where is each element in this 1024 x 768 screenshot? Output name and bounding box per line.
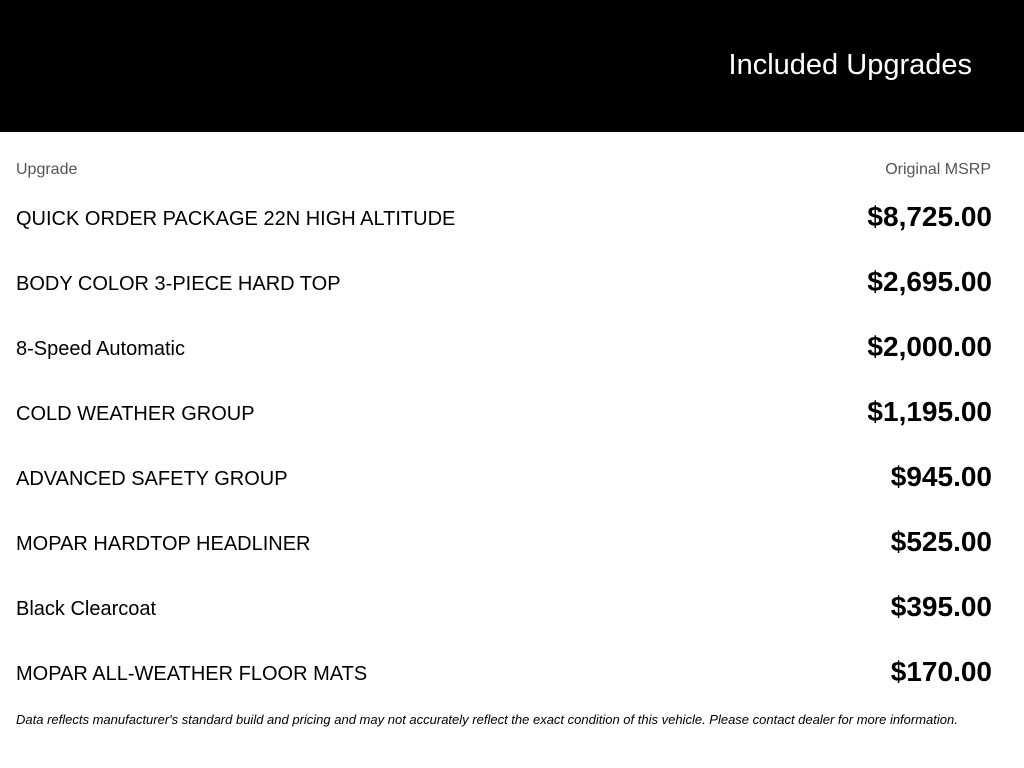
upgrade-row bbox=[0, 445, 1024, 510]
header-banner bbox=[0, 0, 1024, 132]
upgrade-price: $395.00 bbox=[890, 591, 992, 622]
upgrade-row bbox=[0, 315, 1024, 380]
upgrade-name: MOPAR HARDTOP HEADLINER bbox=[16, 533, 311, 555]
upgrade-name: Black Clearcoat bbox=[16, 598, 157, 620]
upgrade-name: 8-Speed Automatic bbox=[16, 338, 185, 360]
upgrade-price: $525.00 bbox=[890, 526, 992, 557]
upgrade-row bbox=[0, 250, 1024, 315]
upgrade-price: $2,000.00 bbox=[867, 331, 992, 362]
upgrade-price: $2,695.00 bbox=[867, 266, 992, 297]
upgrade-row bbox=[0, 380, 1024, 445]
page-title: Included Upgrades bbox=[728, 49, 972, 81]
upgrade-price: $170.00 bbox=[890, 656, 992, 687]
upgrade-price: $1,195.00 bbox=[867, 396, 992, 427]
column-header-upgrade: Upgrade bbox=[16, 161, 78, 178]
upgrade-row bbox=[0, 575, 1024, 640]
upgrade-price: $945.00 bbox=[890, 461, 992, 492]
upgrade-row bbox=[0, 510, 1024, 575]
upgrade-name: MOPAR ALL-WEATHER FLOOR MATS bbox=[16, 663, 368, 685]
upgrade-price: $8,725.00 bbox=[867, 201, 992, 232]
column-header-msrp: Original MSRP bbox=[885, 161, 991, 178]
disclaimer-text: Data reflects manufacturer's standard build and pricing and may not accurately reflect the exact condition of this vehicle. Please contact dealer for more information. bbox=[16, 712, 958, 727]
upgrade-name: BODY COLOR 3-PIECE HARD TOP bbox=[16, 273, 341, 295]
upgrade-row bbox=[0, 640, 1024, 705]
upgrade-name: ADVANCED SAFETY GROUP bbox=[16, 468, 288, 490]
upgrade-name: QUICK ORDER PACKAGE 22N HIGH ALTITUDE bbox=[16, 208, 456, 230]
upgrade-name: COLD WEATHER GROUP bbox=[16, 403, 255, 425]
upgrade-list bbox=[0, 185, 1024, 705]
upgrade-row bbox=[0, 185, 1024, 250]
